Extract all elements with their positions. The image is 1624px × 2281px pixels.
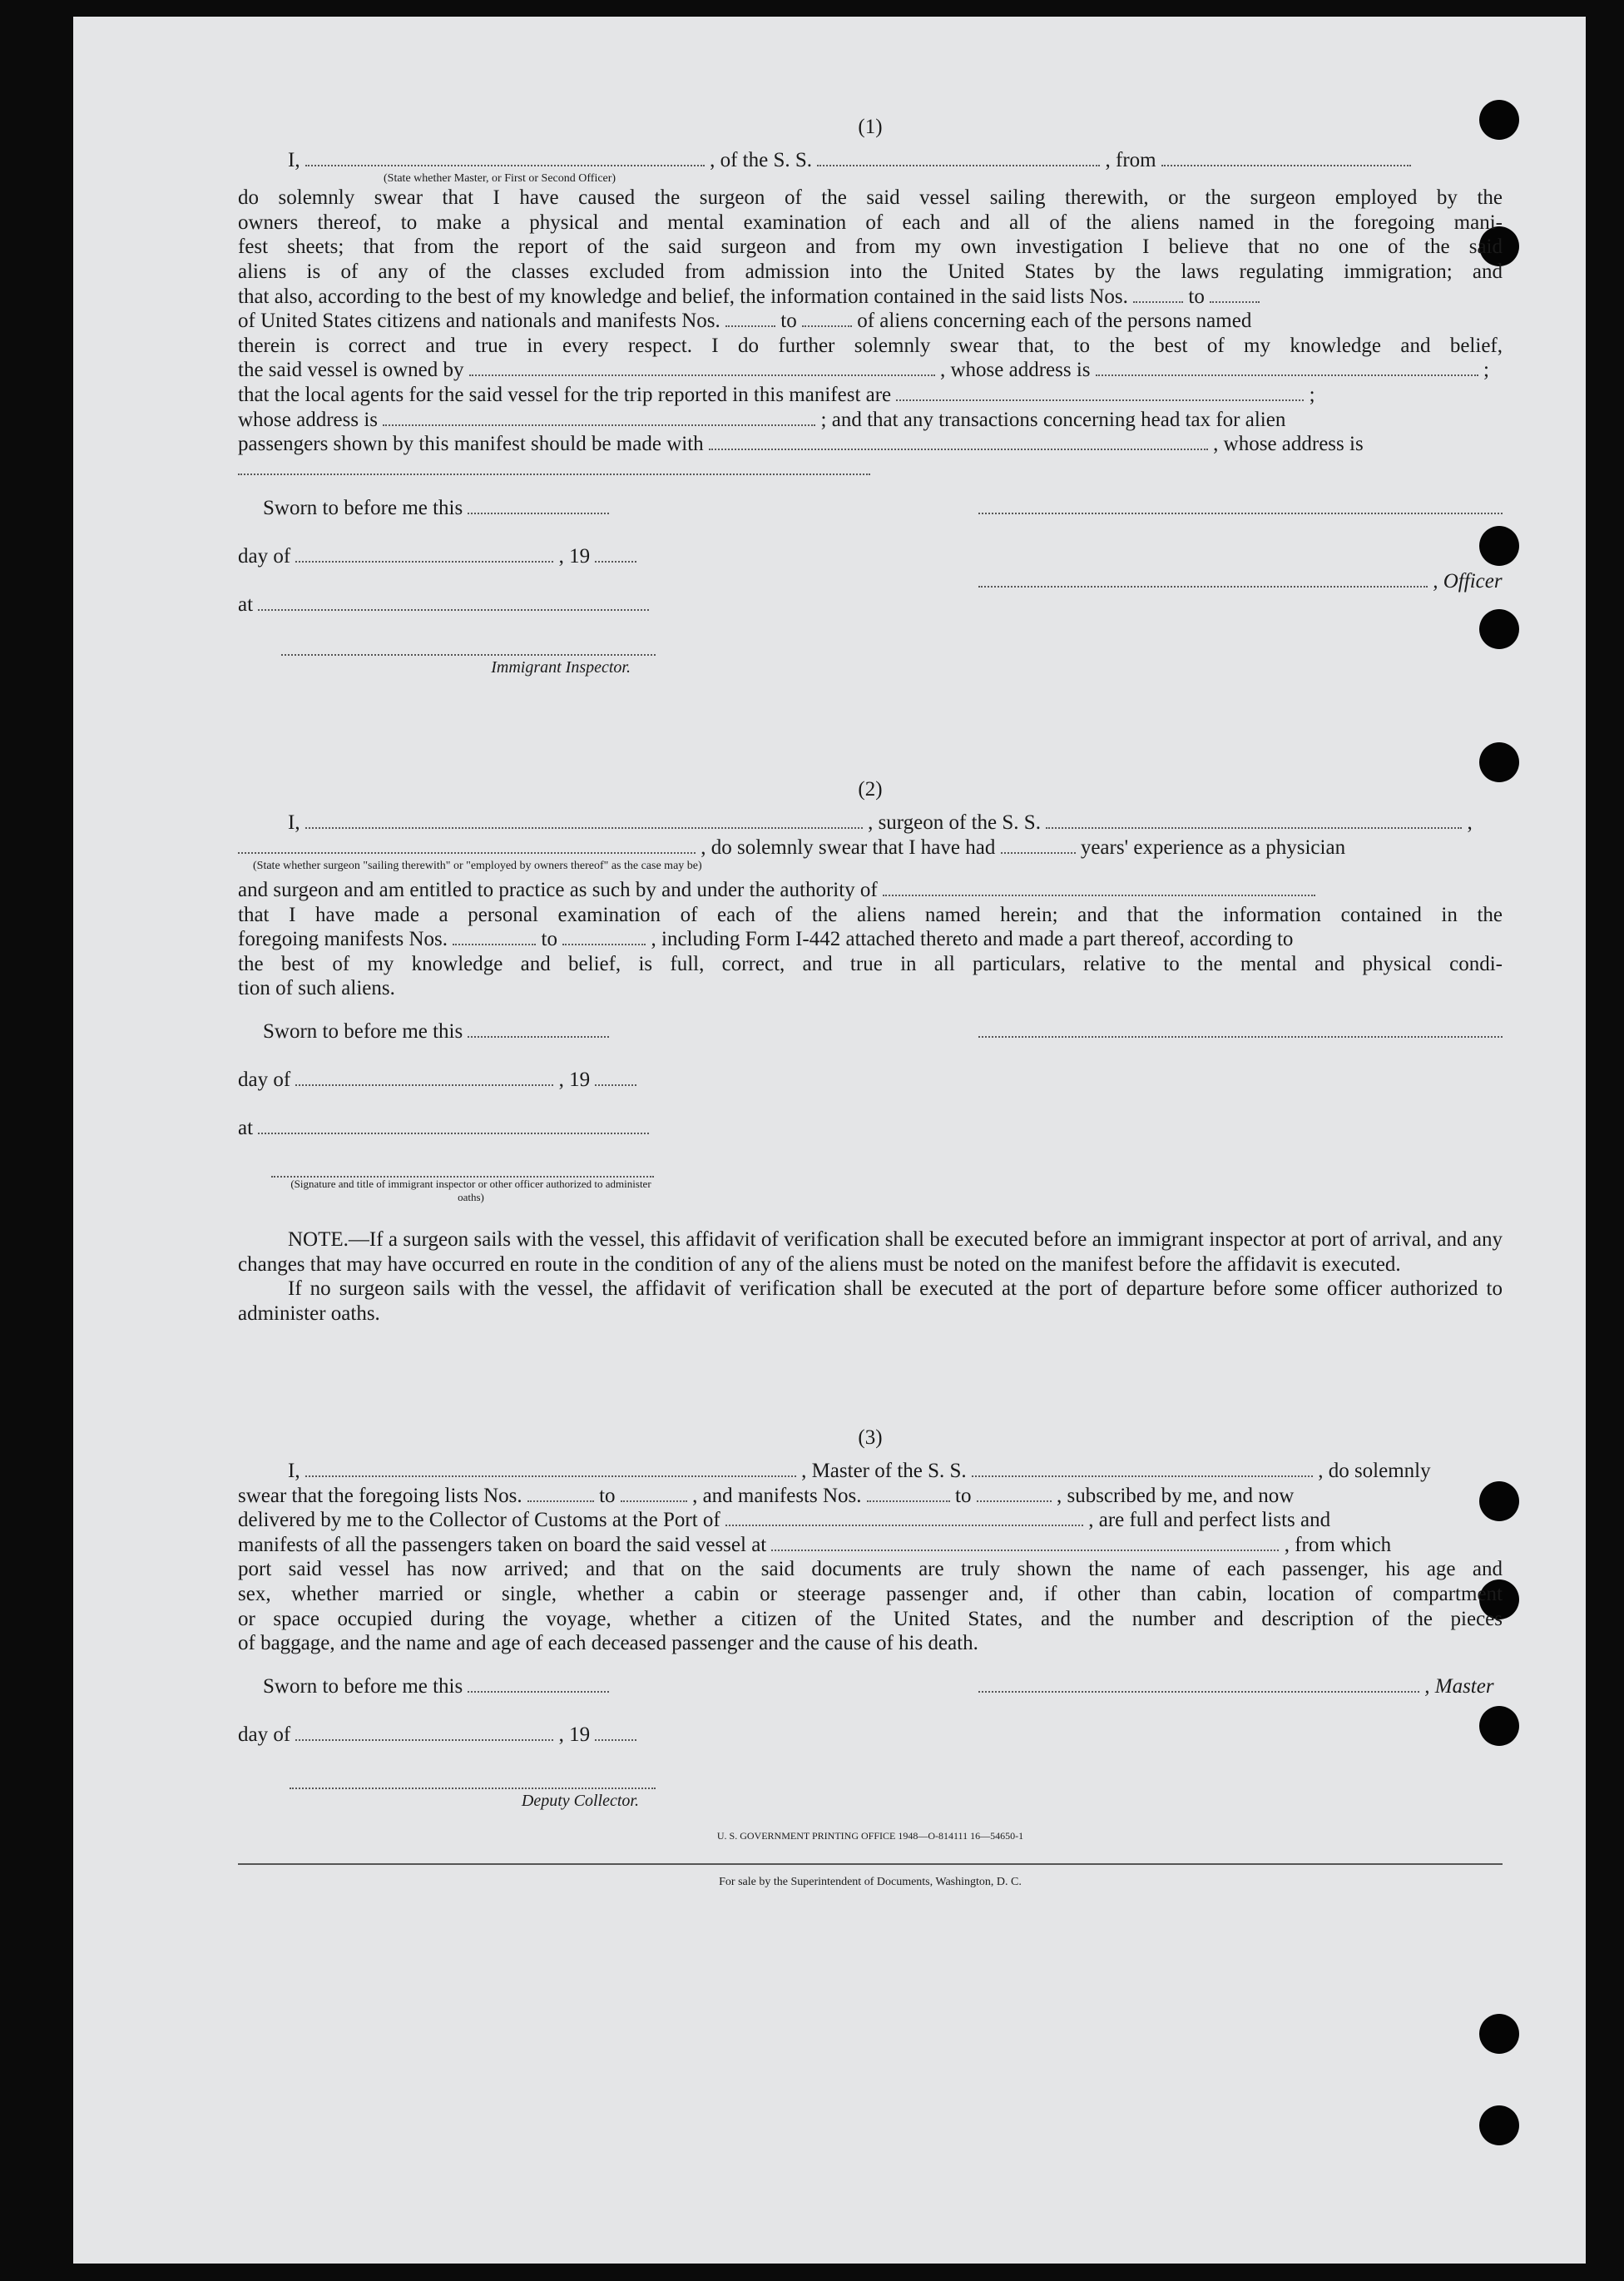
section1-paragraph-line: therein is correct and true in every respect. I do further solemnly swear that, to the best of my knowledge and belief, [238,334,1503,357]
section-1: (1) I, , of the S. S. , from (State whether Master, or First or Second Officer) do solemnly swear that I have caused the surgeon of the said vessel sailing therewith, or the surgeon employed by the owners thereof, to make a physical and mental examination of each and all of the aliens named in the foregoing mani- fest sheets; that from the report of the said surgeon and from my own investigation I believe that no one of the said aliens is of any of the classes excluded from admission into the United States by the laws regulating immigration; and that also, according to the best of my knowledge and belief, the information contained in the said lists Nos. to of United States citizens and nationals and manifests Nos. to of aliens concerning each of the persons named therein is correct and true in every respect. I do further solemnly swear that, to the best of my knowledge and belief, the said vessel is owned by , whose address is ; that the local agents for the said vessel for the trip reported in this manifest are ; whose address is ; and that any transactions concerning head tax for alien passengers shown by this manifest should be made with , whose address is Sworn to before me this day of , 19 , Officer at Immigrant Inspector. [238,115,1503,679]
at-field[interactable] [258,594,649,611]
section-3: (3) I, , Master of the S. S. , do solemnly swear that the foregoing lists Nos. to , and manifests Nos. to , subscribed by me, and now delivered by me to the Collector of Customs at the Port of , are full and perfect lists and manifests of all the passengers taken on board the said vessel at , from which port said vessel has now arrived; and that on the said documents are truly shown the name of each passenger, his age and sex, whether married or single, whether a cabin or steerage passenger and, if other than cabin, location of compartment or space occupied during the voyage, whether a citizen of the United States, and the number and description of the pieces of baggage, and the name and age of each deceased passenger and the cause of his death. Sworn to before me this , Master day of , 19 Deputy Collector. U. S. GOVERNMENT PRINTING OFFICE 1948—O-814111 16—54650-1 For sale by the Superintendent of Documents, Washington, D. C. [238,1426,1503,1895]
manifests-from-field[interactable] [725,310,775,327]
manifests-to-field[interactable] [977,1485,1052,1502]
section-number: (3) [858,1426,883,1450]
section1-paragraph-line: aliens is of any of the classes excluded from admission into the United States by the laws regulating immigration; and [238,260,1503,283]
head-tax-contact-field[interactable] [709,434,1208,450]
section-number: (1) [858,116,883,138]
master-name-field[interactable] [305,1460,796,1477]
section1-paragraph-line: do solemnly swear that I have caused the surgeon of the said vessel sailing therewith, or the surgeon employed by the [238,186,1503,210]
section1-signature-block: Sworn to before me this day of , 19 , Officer at Immigrant Inspector. [238,497,1503,677]
section2-paragraph-line: that I have made a personal examination of each of the aliens named herein; and that the information contained in the [238,903,1503,926]
year-field[interactable] [595,546,636,563]
section1-paragraph-line: fest sheets; that from the report of the said surgeon and from my own investigation I believe that no one of the said [238,236,1503,259]
inspector-signature-field[interactable] [281,639,656,656]
surgeon-vessel-field[interactable] [1046,812,1462,829]
inspector-signature-field[interactable] [271,1161,654,1178]
section2-signature-block: Sworn to before me this day of , 19 at (Signature and title of immigrant inspector or other officer authorized to administer oaths) [238,1019,1503,1227]
lists-to-field[interactable] [621,1485,687,1502]
manifests-to-field[interactable] [562,929,646,945]
section1-paragraph-line: owners thereof, to make a physical and mental examination of each and all of the aliens named in the foregoing mani- [238,211,1503,234]
form-content [238,115,1503,1895]
section-number: (2) [858,778,883,801]
punch-hole [1479,2105,1519,2145]
at-field[interactable] [258,1118,649,1134]
boarding-port-field[interactable] [771,1535,1279,1551]
section-2: (2) I, , surgeon of the S. S. , , do solemnly swear that I have had years' experience as a physician (State whether surgeon "sailing therewith" or "employed by owners thereof" as the case may be) and surgeon and am entitled to practice as such by and under the authority of that I have made a personal examination of each of the aliens named herein; and that the information contained in the foregoing manifests Nos. to , including Form I-442 attached thereto and made a part thereof, according to the best of my knowledge and belief, is full, correct, and true in all particulars, relative to the mental and physical condi- tion of such aliens. Sworn to before me this day of , 19 at (Signature and title of immigrant inspector or other officer authorized to administer oaths) NOTE.—If a surgeon sails with the vessel, this affidavit of verification shall be executed before an immigrant inspector at port of arrival, and any changes that may have occurred en route in the condition of any of the aliens must be noted on the manifest before the affidavit is executed. If no surgeon sails with the vessel, the affidavit of verification shall be executed at the port of departure before some officer authorized to administer oaths. [238,778,1503,1325]
gpo-imprint: U. S. GOVERNMENT PRINTING OFFICE 1948—O-814111 16—54650-1 [716,1829,1024,1842]
years-experience-field[interactable] [1001,837,1076,854]
document-page [73,17,1586,2264]
punch-hole [1479,2014,1519,2054]
sworn-date-field[interactable] [468,1676,609,1693]
note-paragraph: NOTE.—If a surgeon sails with the vessel, this affidavit of verification shall be executed before an immigrant inspector at port of arrival, and any changes that may have occurred en route in the condition of any of the aliens must be noted on the manifest before the affidavit is executed. [238,1228,1503,1276]
section2-paragraph-line: the best of my knowledge and belief, is full, correct, and true in all particulars, relative to the mental and physical condi- [238,952,1503,975]
section3-paragraph-line: of baggage, and the name and age of each deceased passenger and the cause of his death. [238,1632,978,1655]
sworn-date-field[interactable] [468,1021,609,1038]
agents-address-field[interactable] [383,409,815,426]
master-vessel-field[interactable] [972,1460,1313,1477]
section2-paragraph-line: tion of such aliens. [238,977,395,1000]
section3-paragraph-line: port said vessel has now arrived; and that on the said documents are truly shown the name of each passenger, his age and [238,1558,1503,1581]
owner-address-field[interactable] [1096,360,1478,376]
manifests-from-field[interactable] [453,929,536,945]
officer-title-field[interactable] [978,571,1428,588]
surgeon-signature-field[interactable] [978,1021,1503,1038]
officer-signature-field[interactable] [978,498,1503,514]
sale-notice: For sale by the Superintendent of Documents, Washington, D. C. [719,1876,1022,1889]
surgeon-status-field[interactable] [238,837,696,854]
owner-field[interactable] [469,360,935,376]
surgeon-name-field[interactable] [305,812,863,829]
section3-paragraph-line: or space occupied during the voyage, whether a citizen of the United States, and the number and description of the pieces [238,1607,1503,1630]
year-field[interactable] [595,1724,636,1741]
authority-field[interactable] [883,880,1315,896]
deputy-signature-field[interactable] [290,1773,656,1789]
note-paragraph: If no surgeon sails with the vessel, the affidavit of verification shall be executed at the port of departure before some officer authorized to administer oaths. [238,1277,1503,1325]
sworn-date-field[interactable] [468,498,609,514]
lists-to-field[interactable] [1210,286,1260,303]
lists-from-field[interactable] [1133,286,1183,303]
year-field[interactable] [595,1069,636,1086]
agents-field[interactable] [896,384,1304,401]
section3-signature-block: Sworn to before me this , Master day of , 19 Deputy Collector. [238,1674,1494,1810]
divider [238,1863,1503,1865]
lists-from-field[interactable] [527,1485,594,1502]
officer-name-field[interactable] [305,150,705,166]
day-of-field[interactable] [295,546,553,563]
manifests-from-field[interactable] [867,1485,950,1502]
port-field[interactable] [725,1510,1083,1526]
day-of-field[interactable] [295,1724,553,1741]
section2-note: (State whether surgeon "sailing therewith" or "employed by owners thereof" as the case may be) [253,860,702,873]
head-tax-address-field[interactable] [238,459,870,475]
vessel-name-field[interactable] [817,150,1100,166]
from-port-field[interactable] [1161,150,1411,166]
manifests-to-field[interactable] [802,310,852,327]
master-signature-field[interactable] [978,1676,1419,1693]
day-of-field[interactable] [295,1069,553,1086]
section1-note: (State whether Master, or First or Second Officer) [384,172,616,186]
section1-line1: I, , of the S. S. , from [238,148,1503,173]
section3-paragraph-line: sex, whether married or single, whether a cabin or steerage passenger and, if other than cabin, location of compartment [238,1583,1503,1605]
